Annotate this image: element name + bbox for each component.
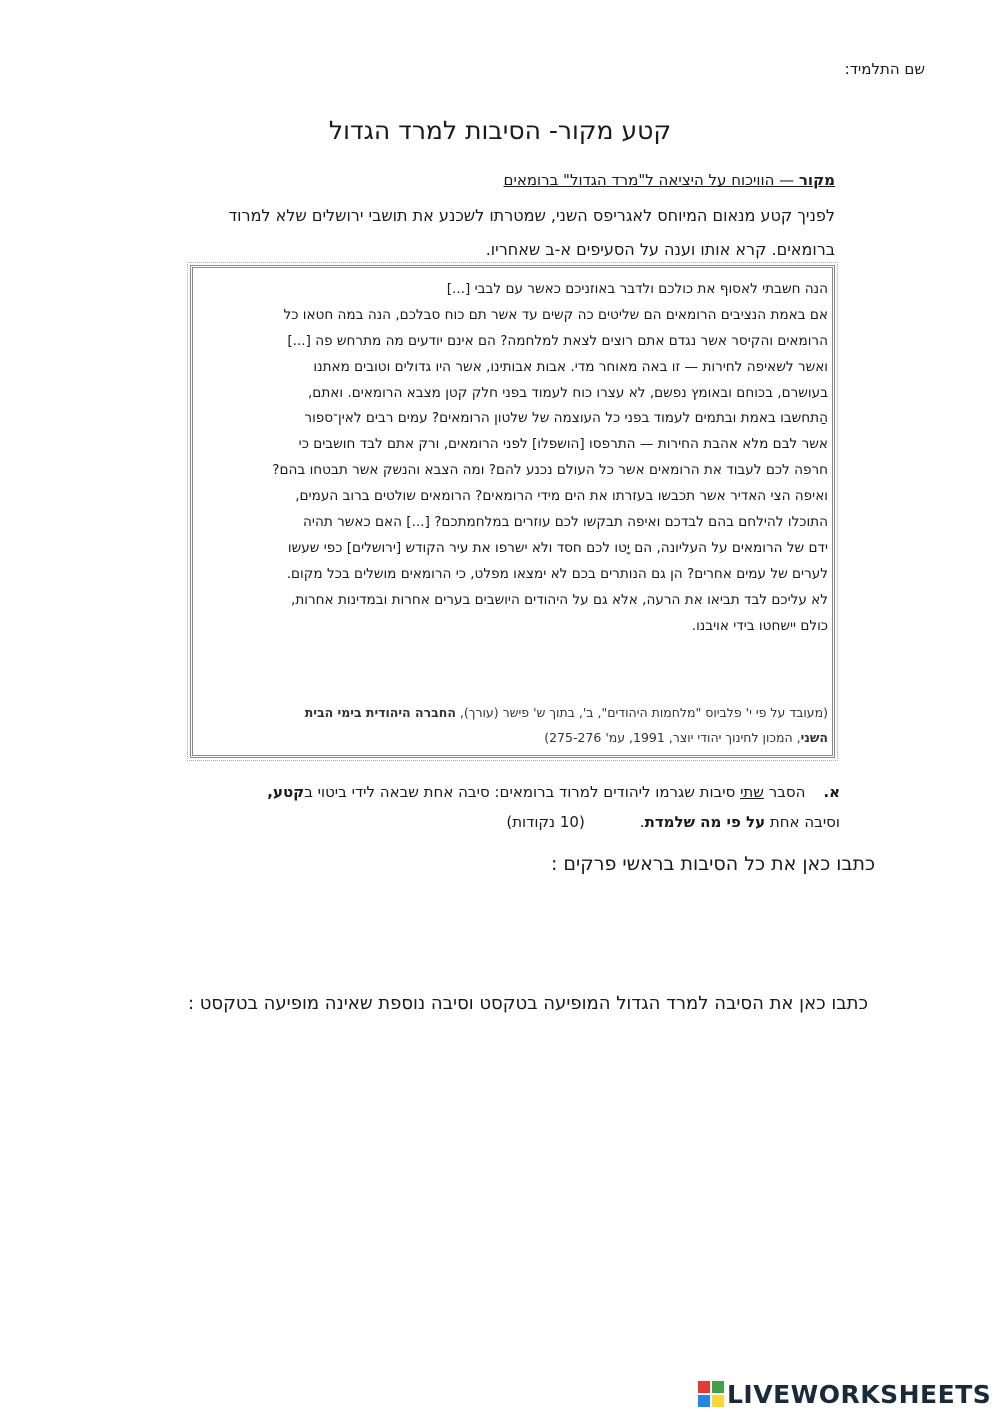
question-emphasis: על פי מה שלמדת — [644, 813, 766, 831]
logo-square — [712, 1395, 724, 1407]
quote-line: ידם של הרומאים על העליונה, הם יָטו לכם חסד ולא ישרפו את עיר הקודש [ירושלים] כפי שעשו — [287, 539, 828, 556]
quote-line: חרפה לכם לעבוד את הרומאים אשר כל העולם נכנע להם? ומה הצבא והנשק אשר תבטחו בהם? — [272, 462, 828, 479]
quote-line: ואיפה הצי האדיר אשר תכבשו בעזרתו את הים מידי הרומאים? הרומאים שולטים ברוב העמים, — [295, 488, 828, 505]
question-text: וסיבה אחת — [765, 813, 840, 831]
quote-line: התוכלו להילחם בהם לבדכם ואיפה תבקשו לכם עוזרים במלחמתכם? [...] האם כאשר תהיה — [303, 514, 828, 531]
answer-prompt-1: כתבו כאן את כל הסיבות בראשי פרקים : — [550, 853, 875, 875]
citation-book-title-end: השני — [800, 730, 828, 745]
student-name-label: שם התלמיד: — [844, 60, 925, 78]
logo-square — [698, 1381, 710, 1393]
quote-line: הַתחשבו באמת ובתמים לעמוד בפני כל העוצמה של שלטון הרומאים? עמים רבים לאין־ספור — [304, 410, 828, 427]
citation-publisher: , המכון לחינוך יהודי יוצר, 1991, עמ' 275-276) — [544, 730, 801, 745]
source-label: מקור — [798, 171, 835, 189]
citation-text: (מעובד על פי י' פלביוס "מלחמות היהודים", ב', בתוך ש' פישר (עורך), — [455, 705, 828, 720]
question-text: הסבר — [763, 783, 806, 801]
quote-line: כולם יישחטו בידי אויבנו. — [691, 617, 828, 634]
question-points: (10 נקודות) — [506, 813, 585, 831]
logo-square — [712, 1381, 724, 1393]
question-text: . — [639, 813, 645, 831]
question-text: סיבות שגרמו ליהודים למרוד ברומאים: סיבה אחת שבאה לידי ביטוי ב — [304, 783, 741, 801]
question-a-line-1 — [155, 777, 840, 807]
logo-square — [698, 1395, 710, 1407]
question-a — [155, 777, 840, 837]
intro-line: לפניך קטע מנאום המיוחס לאגריפס השני, שמטרתו לשכנע את תושבי ירושלים שלא למרוד — [228, 206, 835, 225]
quote-line: ואשר לשאיפה לחירות — זו באה מאוחר מדי. אבות אבותינו, אשר היו גדולים וטובים מאתנו — [313, 358, 828, 375]
question-a-line-2 — [155, 807, 840, 837]
question-emphasis: קטע — [272, 783, 305, 801]
page-title: קטע מקור- הסיבות למרד הגדול — [328, 116, 672, 145]
quote-line: הנה חשבתי לאסוף את כולכם ולדבר באוזניכם כאשר עם לבבי [...] — [446, 281, 828, 297]
source-heading-text: — הוויכוח על היציאה ל"מרד הגדול" ברומאים — [503, 171, 799, 189]
quote-text — [208, 277, 828, 639]
source-heading — [504, 171, 835, 189]
answer-prompt-2: כתבו כאן את הסיבה למרד הגדול המופיעה בטקסט וסיבה נוספת שאינה מופיעה בטקסט : — [187, 993, 868, 1014]
quote-line: לא עליכם לבד תביאו את הרעה, אלא גם על היהודים היושבים בערים אחרות ובמדינות אחרות, — [291, 591, 828, 608]
question-letter: א. — [823, 783, 840, 801]
liveworksheets-logo — [698, 1377, 991, 1411]
quote-line: בעושרם, בכוחם ובאומץ נפשם, לא עצרו כוח לעמוד בפני חלק קטן מצבא הרומאים. ואתם, — [307, 384, 828, 401]
question-text: , — [267, 783, 273, 801]
question-emphasis: שתי — [740, 783, 764, 801]
intro-paragraph — [175, 199, 835, 267]
quote-line: הרומאים והקיסר אשר נגדם אתם רוצים לצאת למלחמה? הם אינם יודעים מה מתרחש פה [...] — [287, 332, 828, 349]
quote-line: אשר לבם מלא אהבת החירות — התרפסו [הושפלו] לפני הרומאים, ורק אתם לבד חושבים כי — [298, 436, 828, 453]
quote-line: אם באמת הנציבים הרומאים הם שליטים כה קשים עד אשר תם כוח סבלכם, הנה במה חטאו כל — [283, 306, 828, 323]
logo-mark-icon — [698, 1381, 724, 1407]
intro-line: ברומאים. קרא אותו וענה על הסעיפים א-ב שאחריו. — [485, 240, 835, 259]
citation-book-title: החברה היהודית בימי הבית — [304, 705, 456, 720]
quote-line: לערים של עמים אחרים? הן גם הנותרים בכם לא ימצאו מפלט, כי הרומאים מושלים בכל מקום. — [286, 565, 828, 582]
quote-citation — [208, 700, 828, 750]
logo-text: LIVEWORKSHEETS — [727, 1379, 992, 1409]
